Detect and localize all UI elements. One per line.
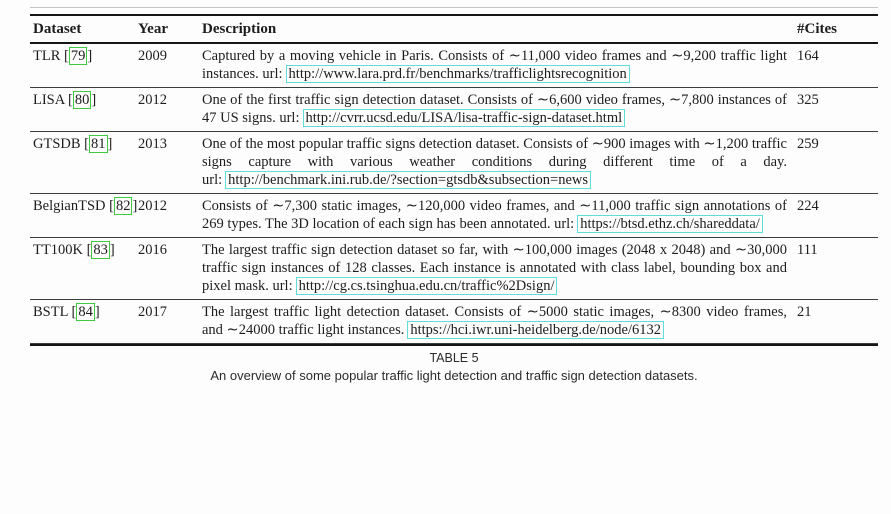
dataset-cell xyxy=(30,135,138,189)
citation-ref-link[interactable]: 83 xyxy=(93,242,108,258)
dataset-name: LISA xyxy=(33,92,65,108)
column-header-cites: #Cites xyxy=(797,21,837,37)
year-cell: 2013 xyxy=(138,136,167,152)
description-cell xyxy=(202,241,787,295)
citation-ref-link[interactable]: 82 xyxy=(115,198,131,214)
cites-cell: 259 xyxy=(797,136,819,152)
dataset-name: BelgianTSD xyxy=(33,198,106,214)
table-row xyxy=(30,132,878,194)
table-caption-label: TABLE 5 xyxy=(429,351,479,365)
dataset-name: BSTL xyxy=(33,304,68,320)
dataset-url-link[interactable]: http://benchmark.ini.rub.de/?section=gtsdb&subsection=news xyxy=(225,171,591,189)
table-row xyxy=(30,238,878,300)
table-row xyxy=(30,300,878,344)
page-top-faint-rule xyxy=(30,7,878,8)
citation-ref: [ 84 ] xyxy=(71,304,100,320)
description-cell xyxy=(202,197,787,233)
table-caption-text: An overview of some popular traffic light detection and traffic sign detection datasets. xyxy=(210,368,698,383)
year-cell: 2017 xyxy=(138,304,167,320)
citation-ref-link[interactable]: 80 xyxy=(74,92,90,108)
citation-ref: [ 83 ] xyxy=(86,242,115,258)
description-cell xyxy=(202,135,787,189)
description-text: Captured by a moving vehicle in Paris. Consists of ∼11,000 video frames and ∼9,200 traffic light instances. url: xyxy=(202,48,787,82)
cites-cell: 111 xyxy=(797,242,818,258)
dataset-cell xyxy=(30,303,138,339)
citation-ref: [ 80 ] xyxy=(68,92,97,108)
description-text: The largest traffic light detection dataset. Consists of ∼5000 static images, ∼8300 video frames, and ∼24000 traffic light instances. xyxy=(202,304,787,338)
description-text: One of the most popular traffic signs detection dataset. Consists of ∼900 images with ∼1,200 traffic signs capture with various weather conditions during different time of a day. url: xyxy=(202,136,787,188)
citation-ref-link[interactable]: 81 xyxy=(91,136,106,152)
dataset-url-link[interactable]: http://cvrr.ucsd.edu/LISA/lisa-traffic-sign-dataset.html xyxy=(303,109,626,127)
table-row xyxy=(30,44,878,88)
table-row xyxy=(30,194,878,238)
dataset-name: TT100K xyxy=(33,242,83,258)
column-header-dataset: Dataset xyxy=(33,21,82,37)
datasets-table xyxy=(30,7,878,346)
dataset-url-link[interactable]: https://btsd.ethz.ch/shareddata/ xyxy=(577,215,763,233)
dataset-cell xyxy=(30,91,138,127)
year-cell: 2009 xyxy=(138,48,167,64)
description-cell xyxy=(202,303,787,339)
year-cell: 2012 xyxy=(138,198,167,214)
cites-cell: 224 xyxy=(797,198,819,214)
citation-ref: [ 81 ] xyxy=(84,136,113,152)
table-header-row xyxy=(30,16,878,44)
dataset-name: GTSDB xyxy=(33,136,81,152)
column-header-year: Year xyxy=(138,21,168,37)
cites-cell: 325 xyxy=(797,92,819,108)
dataset-url-link[interactable]: https://hci.iwr.uni-heidelberg.de/node/6132 xyxy=(407,321,664,339)
description-text: Consists of ∼7,300 static images, ∼120,000 video frames, and ∼11,000 traffic sign annotations of 269 types. The 3D location of each sign has been annotated. url: xyxy=(202,198,787,232)
table-row xyxy=(30,88,878,132)
description-text: One of the first traffic sign detection dataset. Consists of ∼6,600 video frames, ∼7,800 instances of 47 US signs. url: xyxy=(202,92,787,126)
dataset-cell xyxy=(30,47,138,83)
year-cell: 2012 xyxy=(138,92,167,108)
dataset-url-link[interactable]: http://cg.cs.tsinghua.edu.cn/traffic%2Dsign/ xyxy=(296,277,558,295)
citation-ref-link[interactable]: 84 xyxy=(78,304,93,320)
description-cell xyxy=(202,47,787,83)
dataset-cell xyxy=(30,197,138,233)
table-caption xyxy=(30,351,878,383)
citation-ref-link[interactable]: 79 xyxy=(70,48,86,64)
cites-cell: 164 xyxy=(797,48,819,64)
dataset-url-link[interactable]: http://www.lara.prd.fr/benchmarks/trafficlightsrecognition xyxy=(286,65,630,83)
table-bottom-rule xyxy=(30,344,878,346)
column-header-description: Description xyxy=(202,21,277,37)
citation-ref: [ 82 ] xyxy=(109,198,138,214)
dataset-name: TLR xyxy=(33,48,61,64)
dataset-cell xyxy=(30,241,138,295)
year-cell: 2016 xyxy=(138,242,167,258)
description-cell xyxy=(202,91,787,127)
cites-cell: 21 xyxy=(797,304,812,320)
description-text: The largest traffic sign detection dataset so far, with ∼100,000 images (2048 x 2048) and ∼30,000 traffic sign instances of 128 classes. Each instance is annotated with class label, bounding box and pixel mask. url: xyxy=(202,242,787,294)
citation-ref: [ 79 ] xyxy=(64,48,93,64)
